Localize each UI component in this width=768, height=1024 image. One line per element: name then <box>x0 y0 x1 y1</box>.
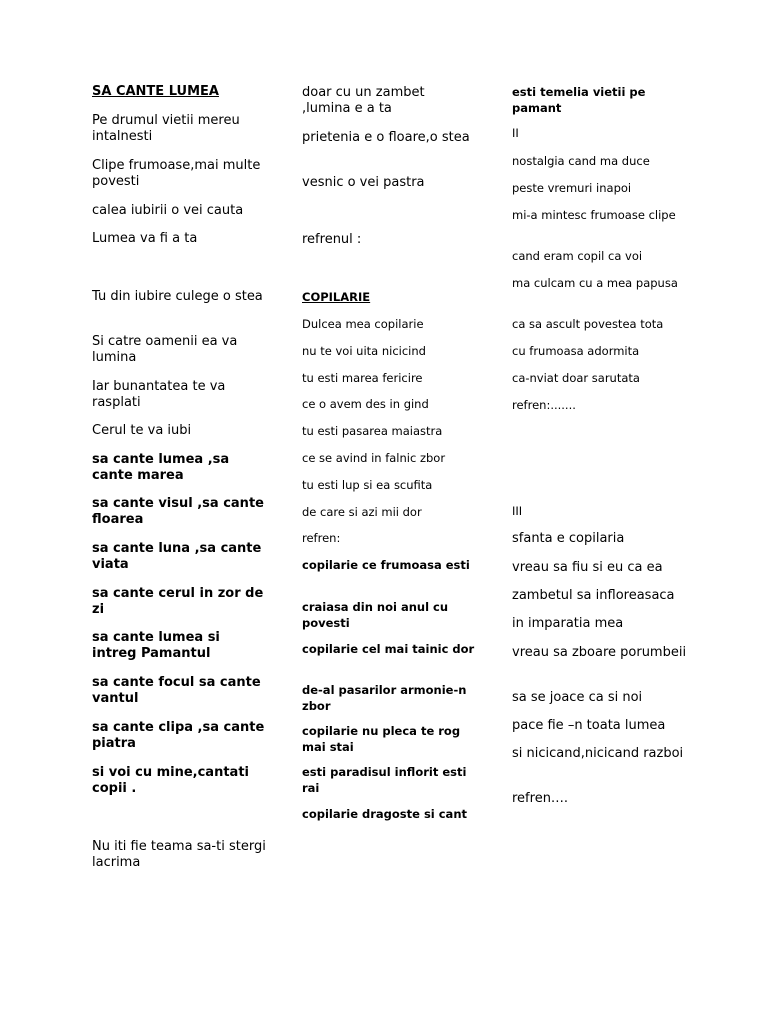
chorus-line: de-al pasarilor armonie-n zbor <box>302 683 467 713</box>
song-title-copilarie: COPILARIE <box>302 290 371 304</box>
chorus-line: sa cante luna ,sa cante viata <box>92 541 262 572</box>
chorus-line: craiasa din noi anul cu povesti <box>302 600 449 630</box>
lyric-line: sa se joace ca si noi <box>512 690 643 705</box>
lyric-line: mi-a mintesc frumoase clipe <box>512 208 676 222</box>
verse-number: II <box>512 126 519 140</box>
refrain-label: refren: <box>302 531 341 545</box>
lyric-line: ma culcam cu a mea papusa <box>512 276 678 290</box>
lyric-line: cu frumoasa adormita <box>512 344 640 358</box>
lyric-line: peste vremuri inapoi <box>512 181 632 195</box>
lyric-line: Si catre oamenii ea va lumina <box>92 334 238 365</box>
lyric-line: vesnic o vei pastra <box>302 175 425 190</box>
song-title-sa-cante-lumea: SA CANTE LUMEA <box>92 84 219 99</box>
lyric-line: Dulcea mea copilarie <box>302 317 424 331</box>
refrain-label: refren…. <box>512 791 569 806</box>
lyric-line: sfanta e copilaria <box>512 531 625 546</box>
chorus-line: sa cante clipa ,sa cante piatra <box>92 720 265 751</box>
chorus-line: esti paradisul inflorit esti rai <box>302 765 467 795</box>
chorus-line: sa cante cerul in zor de zi <box>92 586 264 617</box>
chorus-line: sa cante lumea si intreg Pamantul <box>92 630 220 661</box>
lyric-line: prietenia e o floare,o stea <box>302 130 470 145</box>
lyric-line: ca-nviat doar sarutata <box>512 371 640 385</box>
lyric-line: vreau sa zboare porumbeii <box>512 645 687 660</box>
chorus-line: copilarie dragoste si cant <box>302 807 468 821</box>
lyric-line: zambetul sa infloreasaca <box>512 588 675 603</box>
chorus-line: copilarie nu pleca te rog mai stai <box>302 724 461 754</box>
chorus-line: esti temelia vietii pe pamant <box>512 85 646 115</box>
chorus-line: si voi cu mine,cantati copii . <box>92 765 249 796</box>
refrain-label: refren:....... <box>512 398 576 412</box>
lyric-line: in imparatia mea <box>512 616 624 631</box>
lyric-line: tu esti lup si ea scufita <box>302 478 433 492</box>
lyric-line: Tu din iubire culege o stea <box>92 289 263 304</box>
lyric-line: Pe drumul vietii mereu intalnesti <box>92 113 240 144</box>
lyric-line: Iar bunantatea te va rasplati <box>92 379 226 410</box>
lyric-line: ce se avind in falnic zbor <box>302 451 446 465</box>
lyric-line: si nicicand,nicicand razboi <box>512 746 684 761</box>
lyric-line: ca sa ascult povestea tota <box>512 317 664 331</box>
lyric-line: Nu iti fie teama sa-ti stergi lacrima <box>92 839 266 870</box>
chorus-line: copilarie cel mai tainic dor <box>302 642 475 656</box>
lyric-line: cand eram copil ca voi <box>512 249 643 263</box>
lyric-line: de care si azi mii dor <box>302 505 422 519</box>
lyric-line: vreau sa fiu si eu ca ea <box>512 560 663 575</box>
chorus-line: sa cante visul ,sa cante floarea <box>92 496 264 527</box>
chorus-line: copilarie ce frumoasa esti <box>302 558 470 572</box>
lyric-line: Lumea va fi a ta <box>92 231 198 246</box>
lyric-line: nostalgia cand ma duce <box>512 154 650 168</box>
lyric-line: Clipe frumoase,mai multe povesti <box>92 158 261 189</box>
refrain-label: refrenul : <box>302 232 362 247</box>
lyric-line: tu esti pasarea maiastra <box>302 424 443 438</box>
chorus-line: sa cante focul sa cante vantul <box>92 675 261 706</box>
lyric-line: Cerul te va iubi <box>92 423 192 438</box>
lyric-line: doar cu un zambet ,lumina e a ta <box>302 85 425 116</box>
verse-number: III <box>512 504 523 518</box>
lyric-line: calea iubirii o vei cauta <box>92 203 244 218</box>
lyric-line: nu te voi uita nicicind <box>302 344 426 358</box>
chorus-line: sa cante lumea ,sa cante marea <box>92 452 230 483</box>
lyric-line: pace fie –n toata lumea <box>512 718 666 733</box>
lyric-line: ce o avem des in gind <box>302 397 429 411</box>
lyric-line: tu esti marea fericire <box>302 371 423 385</box>
